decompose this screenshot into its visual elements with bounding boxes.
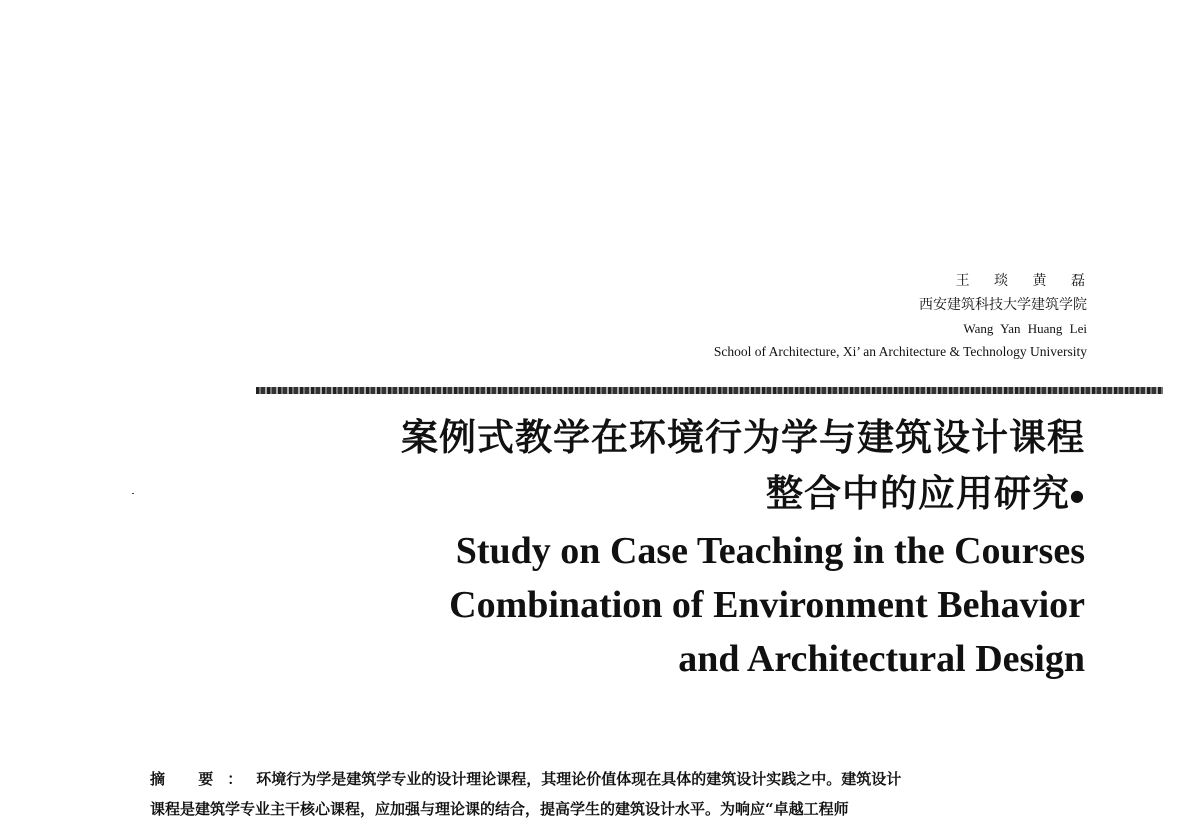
title-en-line-1: Study on Case Teaching in the Courses — [455, 530, 1085, 572]
abstract-line-2: 课程是建筑学专业主干核心课程，应加强与理论课的结合，提高学生的建筑设计水平。为响应“卓越工程师 — [150, 800, 849, 818]
abstract-line-1 — [150, 764, 1080, 794]
title-block — [401, 410, 1085, 684]
abstract — [150, 764, 1080, 824]
author-names-en: Wang Yan Huang Lei — [963, 321, 1087, 336]
stray-mark — [132, 493, 134, 494]
affiliation-cn: 西安建筑科技大学建筑学院 — [919, 297, 1087, 313]
title-cn-line-2-text: 整合中的应用研究 — [766, 472, 1071, 515]
header-divider-rule — [256, 387, 1163, 394]
affiliation-en: School of Architecture, Xi’ an Architecture & Technology University — [713, 344, 1087, 359]
title-en-line-3: and Architectural Design — [678, 638, 1085, 680]
abstract-line-1-text: 环境行为学是建筑学专业的设计理论课程，其理论价值体现在具体的建筑设计实践之中。建筑设计 — [256, 770, 902, 788]
title-cn-line-1: 案例式教学在环境行为学与建筑设计课程 — [401, 416, 1085, 459]
authors-block — [713, 270, 1095, 364]
abstract-label: 摘 要： — [150, 770, 257, 788]
title-en-line-2: Combination of Environment Behavior — [449, 584, 1085, 626]
author-names-cn: 王 琰 黄 磊 — [955, 273, 1095, 289]
footnote-marker-icon: ● — [1070, 486, 1085, 505]
title-cn-line-2 — [401, 466, 1085, 522]
